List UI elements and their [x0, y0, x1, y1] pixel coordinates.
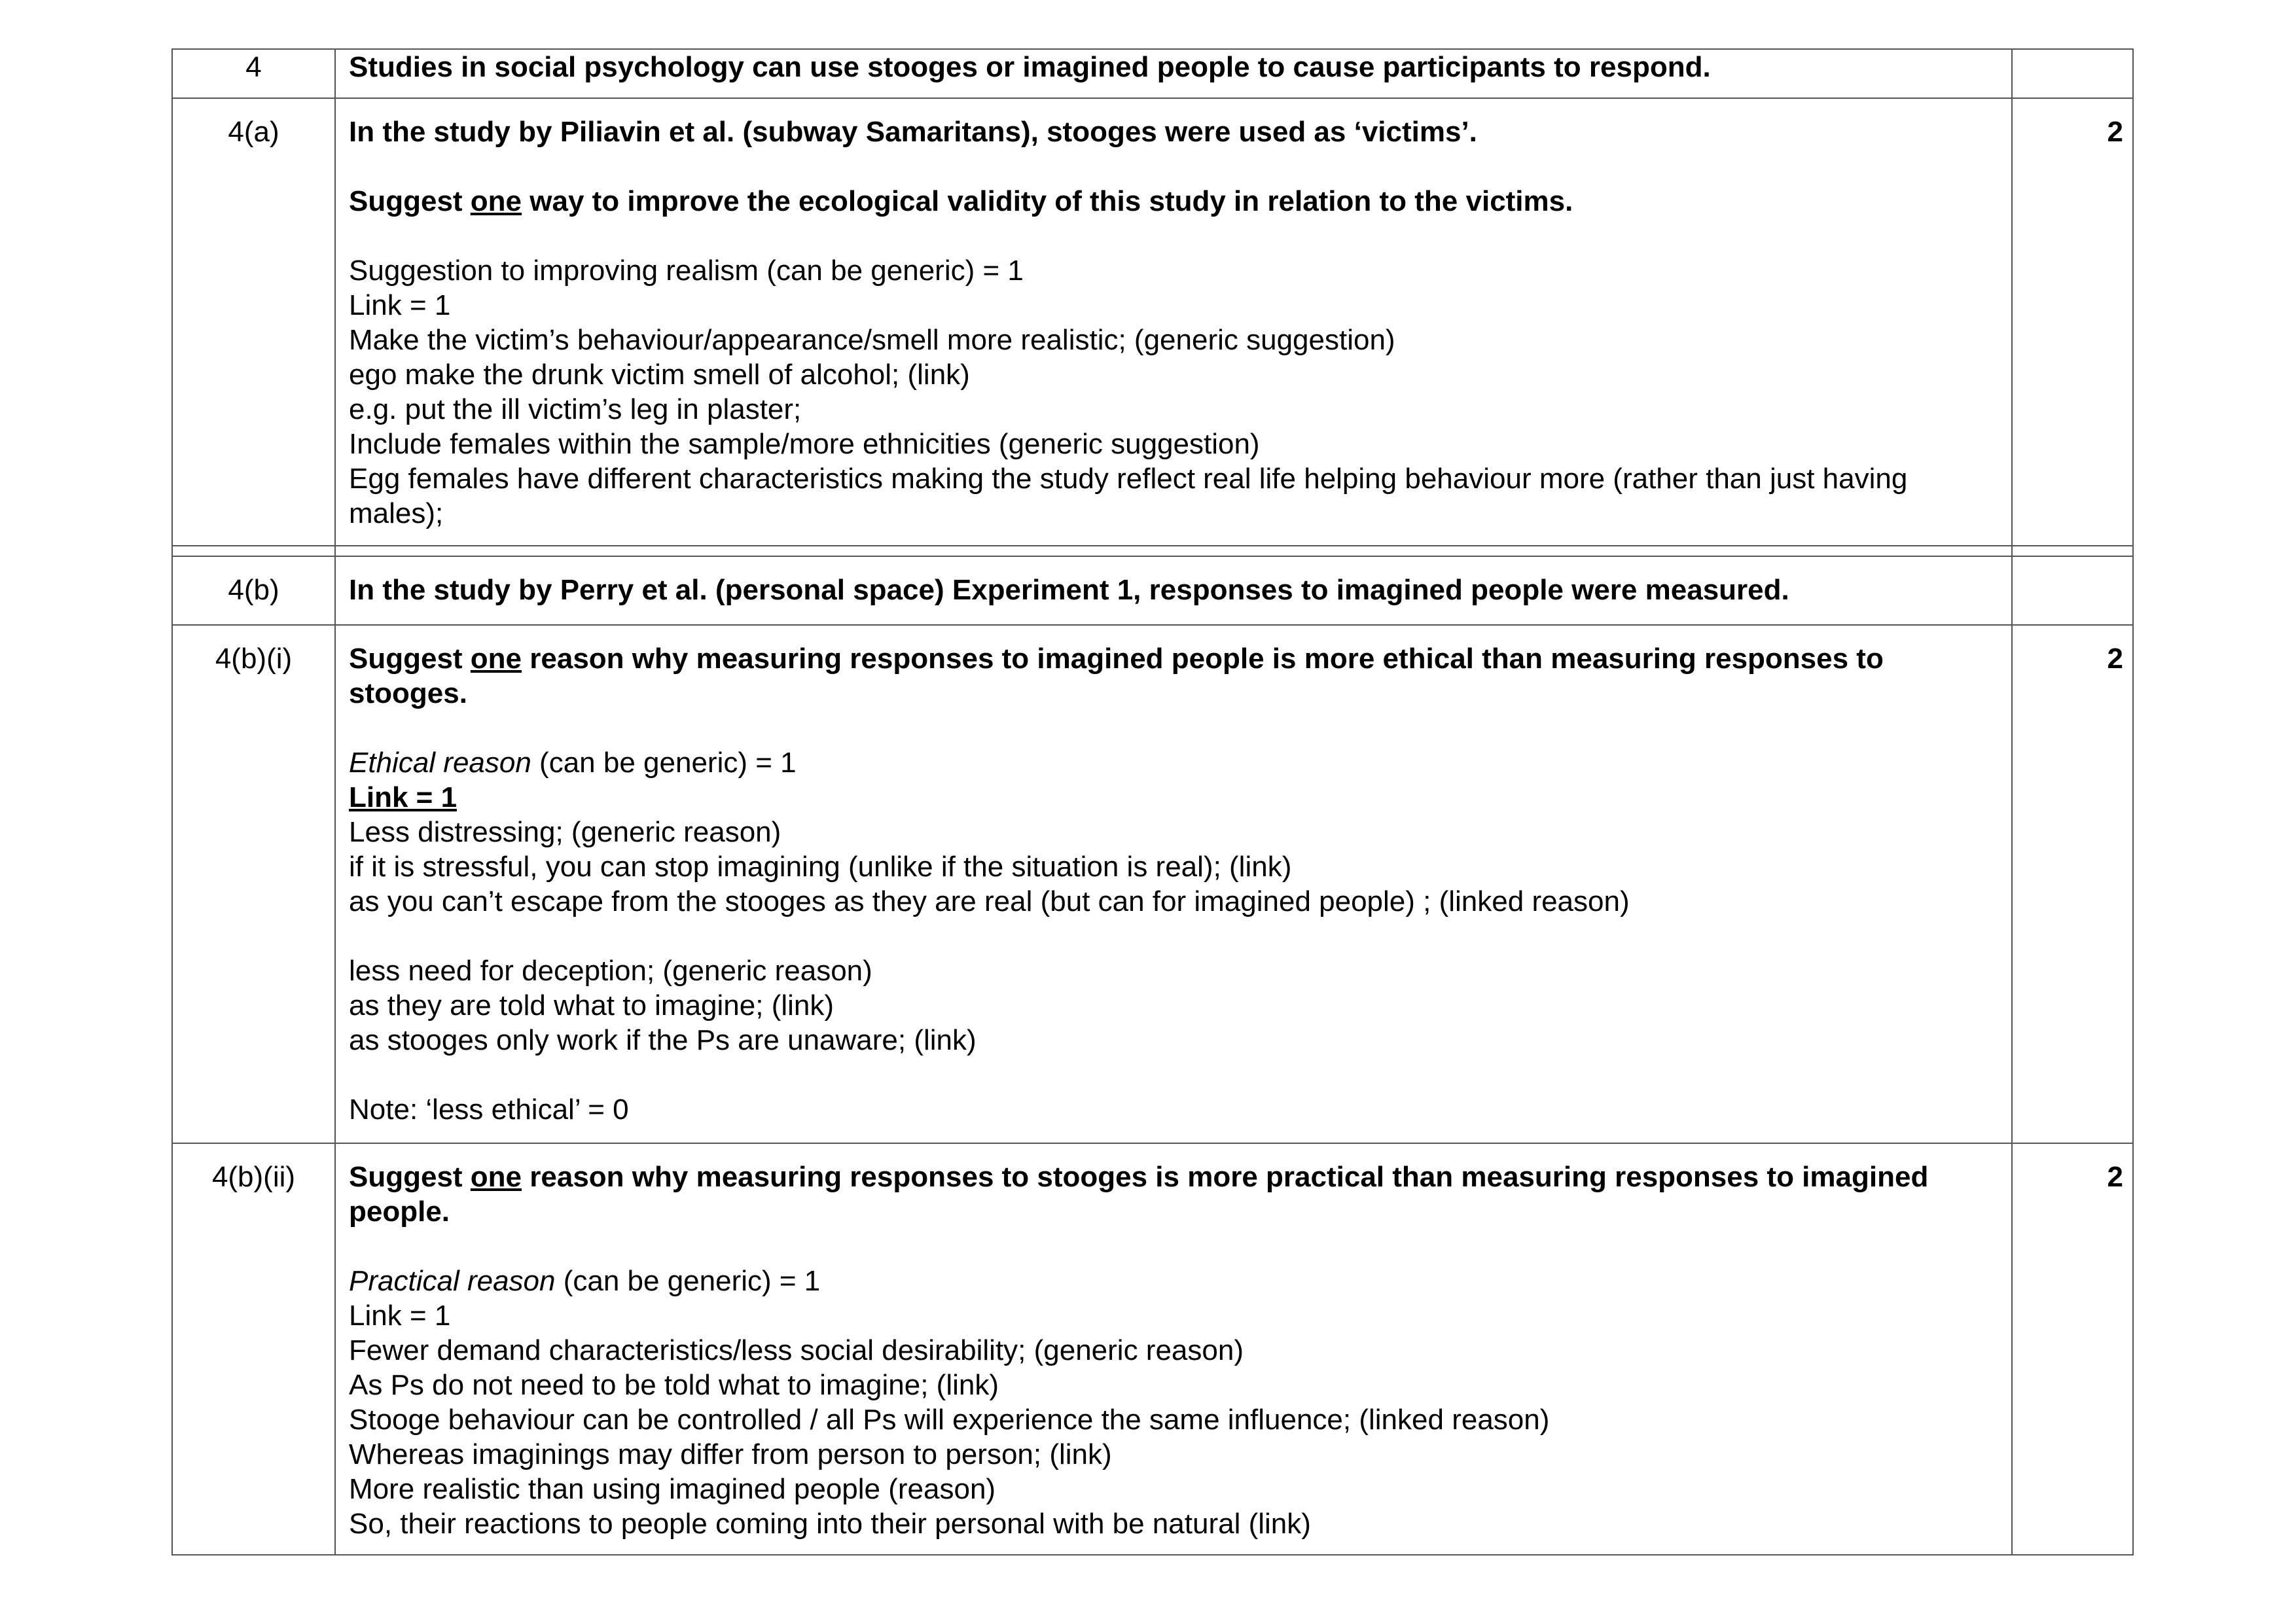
- answer-line: Include females within the sample/more ethnicities (generic suggestion): [349, 428, 1260, 460]
- answer-cell: [335, 556, 2012, 625]
- answer-line: Link = 1: [349, 289, 451, 321]
- marks-cell: 2: [2012, 625, 2133, 1143]
- answer-line: Make the victim’s behaviour/appearance/smell more realistic; (generic suggestion): [349, 324, 1395, 356]
- separator-cell: [172, 546, 335, 556]
- answer-line: Link = 1: [349, 1300, 451, 1332]
- answer-line: Egg females have different characteristics making the study reflect real life helping behaviour more (rather than just having males);: [349, 463, 1908, 529]
- answer-cell: [335, 625, 2012, 1143]
- answer-line: Suggestion to improving realism (can be generic) = 1: [349, 255, 1024, 287]
- answer-line: Whereas imaginings may differ from person to person; (link): [349, 1438, 1112, 1470]
- answer-line: as you can’t escape from the stooges as they are real (but can for imagined people) ; (linked reason): [349, 885, 1630, 917]
- answer-cell: [335, 49, 2012, 98]
- question-text: Suggest one way to improve the ecological validity of this study in relation to the victims.: [349, 185, 1573, 217]
- answer-line: Less distressing; (generic reason): [349, 816, 781, 848]
- answer-line: less need for deception; (generic reason): [349, 955, 872, 987]
- question-number: 4: [172, 49, 335, 98]
- answer-line: Fewer demand characteristics/less social desirability; (generic reason): [349, 1334, 1244, 1366]
- marks-cell: [2012, 556, 2133, 625]
- question-text: Suggest one reason why measuring responses to imagined people is more ethical than measuring responses to stooges.: [349, 643, 1884, 709]
- marking-criteria: Ethical reason (can be generic) = 1: [349, 747, 797, 779]
- answer-line: if it is stressful, you can stop imagining (unlike if the situation is real); (link): [349, 851, 1292, 883]
- question-text: In the study by Perry et al. (personal space) Experiment 1, responses to imagined people were measured.: [349, 574, 1789, 606]
- emphasis-one: one: [470, 1161, 522, 1193]
- link-criteria: Link = 1: [349, 781, 457, 813]
- answer-line: More realistic than using imagined people (reason): [349, 1473, 996, 1505]
- mark-scheme-table: [171, 48, 2134, 1556]
- answer-line: Stooge behaviour can be controlled / all Ps will experience the same influence; (linked reason): [349, 1404, 1550, 1436]
- answer-line: So, their reactions to people coming into their personal with be natural (link): [349, 1508, 1311, 1540]
- question-text: Suggest one reason why measuring responses to stooges is more practical than measuring responses to imagined people.: [349, 1161, 1929, 1228]
- answer-line: As Ps do not need to be told what to imagine; (link): [349, 1369, 999, 1401]
- separator-cell: [335, 546, 2012, 556]
- marks-cell: 2: [2012, 98, 2133, 546]
- table-row-q4a: [172, 98, 2133, 546]
- table-separator: [172, 546, 2133, 556]
- answer-cell: [335, 98, 2012, 546]
- marks-cell: [2012, 49, 2133, 98]
- table-row-q4: [172, 49, 2133, 98]
- question-text: In the study by Piliavin et al. (subway Samaritans), stooges were used as ‘victims’.: [349, 116, 1477, 148]
- answer-cell: [335, 1143, 2012, 1555]
- separator-cell: [2012, 546, 2133, 556]
- emphasis-one: one: [470, 643, 522, 675]
- question-number: 4(b): [172, 556, 335, 625]
- question-text: Studies in social psychology can use stooges or imagined people to cause participants to respond.: [349, 51, 1711, 83]
- note-line: Note: ‘less ethical’ = 0: [349, 1093, 629, 1126]
- question-number: 4(b)(i): [172, 625, 335, 1143]
- table-row-q4b: [172, 556, 2133, 625]
- answer-line: as stooges only work if the Ps are unaware; (link): [349, 1024, 977, 1056]
- answer-line: as they are told what to imagine; (link): [349, 989, 834, 1022]
- emphasis-one: one: [470, 185, 522, 217]
- marks-cell: 2: [2012, 1143, 2133, 1555]
- answer-line: e.g. put the ill victim’s leg in plaster;: [349, 393, 802, 425]
- marking-criteria: Practical reason (can be generic) = 1: [349, 1265, 821, 1297]
- question-number: 4(b)(ii): [172, 1143, 335, 1555]
- question-number: 4(a): [172, 98, 335, 546]
- table-row-q4bi: [172, 625, 2133, 1143]
- answer-line: ego make the drunk victim smell of alcohol; (link): [349, 359, 970, 391]
- table-row-q4bii: [172, 1143, 2133, 1555]
